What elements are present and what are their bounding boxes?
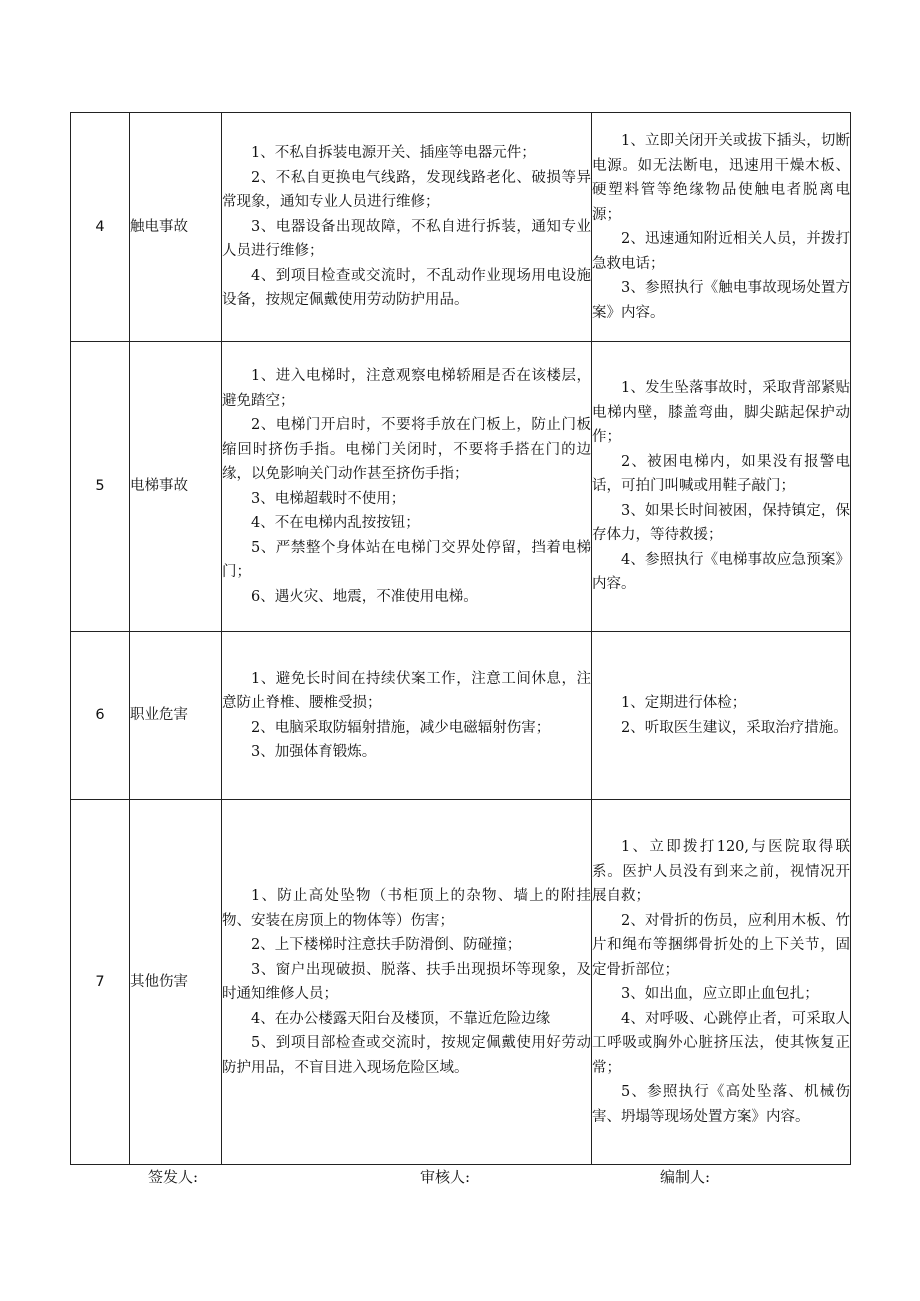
- response-line: 5、参照执行《高处坠落、机械伤害、坍塌等现场处置方案》内容。: [592, 1084, 850, 1125]
- emergency-response: [592, 342, 851, 632]
- prevention-measures: [222, 632, 592, 800]
- measure-line: 5、到项目部检查或交流时，按规定佩戴使用好劳动防护用品，不盲目进入现场危险区域。: [222, 1035, 591, 1076]
- prevention-measures: [222, 113, 592, 342]
- response-line: 1、立即拨打120,与医院取得联系。医护人员没有到来之前，视情况开展自救；: [592, 839, 850, 904]
- row-number: 7: [71, 800, 130, 1165]
- signature-row: [0, 1166, 920, 1190]
- measure-line: 3、电器设备出现故障，不私自进行拆装，通知专业人员进行维修；: [222, 218, 591, 260]
- hazard-type: 电梯事故: [130, 342, 222, 632]
- measure-line: 1、避免长时间在持续伏案工作，注意工间休息，注意防止脊椎、腰椎受损；: [222, 670, 591, 711]
- measure-line: 4、在办公楼露天阳台及楼顶，不靠近危险边缘: [251, 1010, 551, 1027]
- table-row: [71, 113, 851, 342]
- response-line: 3、如果长时间被困，保持镇定，保存体力，等待救援；: [592, 502, 850, 544]
- emergency-response: [592, 113, 851, 342]
- hazard-type: 职业危害: [130, 632, 222, 800]
- row-number: 4: [71, 113, 130, 342]
- response-line: 1、立即关闭开关或拔下插头，切断电源。如无法断电，迅速用干燥木板、硬塑料管等绝缘物品使触电者脱离电源；: [592, 133, 850, 223]
- reviewer-label: 审核人:: [420, 1168, 471, 1186]
- response-line: 2、迅速通知附近相关人员，并拨打急救电话；: [592, 231, 850, 272]
- emergency-response: [592, 800, 851, 1165]
- measure-line: 3、窗户出现破损、脱落、扶手出现损坏等现象，及时通知维修人员；: [222, 961, 591, 1002]
- response-line: 4、对呼吸、心跳停止者，可采取人工呼吸或胸外心脏挤压法，使其恢复正常；: [592, 1010, 850, 1076]
- measure-line: 2、上下楼梯时注意扶手防滑倒、防碰撞；: [251, 937, 522, 953]
- response-line: 4、参照执行《电梯事故应急预案》内容。: [592, 551, 850, 593]
- measure-line: 1、防止高处坠物（书柜顶上的杂物、墙上的附挂物、安装在房顶上的物体等）伤害；: [222, 888, 591, 929]
- response-line: 1、发生坠落事故时，采取背部紧贴电梯内壁，膝盖弯曲，脚尖踮起保护动作；: [592, 380, 850, 446]
- risk-control-table: [70, 112, 851, 1165]
- prevention-measures: [222, 800, 592, 1165]
- measure-line: 2、电脑采取防辐射措施，减少电磁辐射伤害；: [251, 719, 551, 736]
- measure-line: 4、不在电梯内乱按按钮；: [251, 515, 420, 531]
- measure-line: 5、严禁整个身体站在电梯门交界处停留，挡着电梯门；: [222, 539, 591, 580]
- issuer-label: 签发人:: [148, 1168, 199, 1186]
- measure-line: 1、不私自拆装电源开关、插座等电器元件；: [251, 145, 536, 162]
- response-line: 3、如出血，应立即止血包扎；: [621, 986, 819, 1002]
- prevention-measures: [222, 342, 592, 632]
- hazard-type: 其他伤害: [130, 800, 222, 1165]
- table-row: [71, 342, 851, 632]
- measure-line: 6、遇火灾、地震，不准使用电梯。: [251, 588, 478, 605]
- hazard-type: 触电事故: [130, 113, 222, 342]
- response-line: 2、对骨折的伤员，应利用木板、竹片和绳布等捆绑骨折处的上下关节，固定骨折部位；: [592, 912, 850, 978]
- measure-line: 3、加强体育锻炼。: [251, 744, 377, 760]
- response-line: 1、定期进行体检；: [621, 695, 747, 711]
- table-row: [71, 800, 851, 1165]
- response-line: 3、参照执行《触电事故现场处置方案》内容。: [592, 280, 850, 321]
- table-row: [71, 632, 851, 800]
- compiler-label: 编制人:: [660, 1168, 711, 1186]
- measure-line: 1、进入电梯时，注意观察电梯轿厢是否在该楼层，避免踏空；: [222, 368, 591, 409]
- response-line: 2、听取医生建议，采取治疗措施。: [621, 719, 848, 736]
- measure-line: 2、电梯门开启时，不要将手放在门板上，防止门板缩回时挤伤手指。电梯门关闭时，不要将手搭在门的边缘，以免影响关门动作甚至挤伤手指；: [222, 417, 591, 482]
- row-number: 6: [71, 632, 130, 800]
- emergency-response: [592, 632, 851, 800]
- row-number: 5: [71, 342, 130, 632]
- measure-line: 2、不私自更换电气线路，发现线路老化、破损等异常现象，通知专业人员进行维修；: [222, 169, 591, 211]
- measure-line: 3、电梯超载时不使用；: [251, 490, 406, 507]
- measure-line: 4、到项目检查或交流时，不乱动作业现场用电设施设备，按规定佩戴使用劳动防护用品。: [222, 267, 591, 309]
- response-line: 2、被困电梯内，如果没有报警电话，可拍门叫喊或用鞋子敲门；: [592, 453, 850, 495]
